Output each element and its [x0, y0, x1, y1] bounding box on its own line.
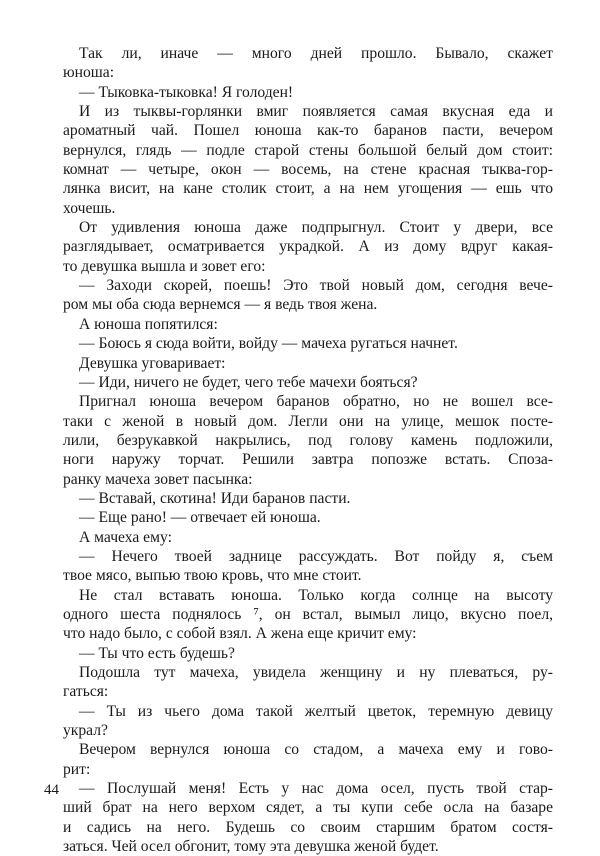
text-line: От удивления юноша даже подпрыгнул. Стоит у двери, все [79, 219, 553, 237]
text-line: то девушка вышла и зовет его: [63, 257, 266, 275]
text-line: — Тыковка-тыковка! Я голоден! [79, 83, 294, 101]
text-line: Так ли, иначе — много дней прошло. Бывало, скажет [79, 45, 553, 62]
text-line: — Вставай, скотина! Иди баранов пасти. [79, 489, 351, 507]
text-line: Девушка уговаривает: [79, 354, 226, 372]
text-line: ром мы оба сюда вернемся — я ведь твоя жена. [63, 296, 378, 314]
text-line: И из тыквы-горлянки вмиг появляется самая вкусная еда и [79, 103, 553, 121]
text-line: — Послушай меня! Есть у нас дома осел, пусть твой стар- [79, 780, 553, 798]
text-line: хочешь. [63, 199, 116, 217]
text-line: рит: [63, 760, 91, 778]
text-line: таки с женой в новый дом. Легли они на улице, мешок посте- [63, 412, 553, 430]
text-line: — Еще рано! — отвечает ей юноша. [79, 509, 321, 527]
text-line: Вечером вернулся юноша со стадом, а мачеха ему и гово- [79, 741, 553, 759]
text-line: твое мясо, выпью твою кровь, что мне стоит. [63, 567, 362, 585]
text-line: ший брат на него верхом сядет, а ты купи себе осла на базаре [63, 799, 553, 817]
text-line: заться. Чей осел обгонит, тому эта девушка женой будет. [63, 838, 439, 856]
text-line: — Заходи скорей, поешь! Это твой новый дом, сегодня вече- [79, 277, 553, 295]
text-line: Не стал вставать юноша. Только когда солнце на высоту [79, 586, 553, 604]
text-line: Подошла тут мачеха, увидела женщину и ну плеваться, ру- [79, 664, 553, 681]
text-line: разглядывает, осматривается украдкой. А из дому вдруг какая- [63, 238, 553, 256]
text-line: что надо было, с собой взял. А жена еще кричит ему: [63, 625, 417, 643]
text-line: и садись на него. Будешь со своим старшим братом состя- [63, 818, 553, 836]
text-line: Пригнал юноша вечером баранов обратно, но не вошел все- [79, 393, 553, 411]
text-line: — Боюсь я сюда войти, войду — мачеха ругаться начнет. [79, 335, 458, 353]
text-line: одного шеста поднялось ⁷, он встал, вымыл лицо, вкусно поел, [63, 605, 553, 623]
text-line: А юноша попятился: [79, 315, 218, 333]
text-line: лянка висит, на кане столик стоит, а на нем угощения — ешь что [63, 180, 553, 198]
text-line: А мачеха ему: [79, 528, 172, 546]
book-page-text [63, 44, 553, 856]
text-line: гаться: [63, 683, 109, 701]
text-line: комнат — четыре, окон — восемь, на стене красная тыква-гор- [63, 161, 553, 179]
text-line: — Ты что есть будешь? [79, 644, 235, 662]
text-line: юноша: [63, 64, 115, 82]
text-line: ноги наружу торчат. Решили завтра попозже встать. Споза- [63, 451, 553, 469]
page-number: 44 [44, 782, 59, 798]
text-line: — Иди, ничего не будет, чего тебе мачехи бояться? [79, 373, 418, 391]
text-line: лили, безрукавкой накрылись, под голову камень подложили, [63, 431, 553, 449]
text-line: вернулся, глядь — подле старой стены большой белый дом стоит: [63, 141, 553, 159]
text-line: украл? [63, 722, 108, 740]
text-line: ароматный чай. Пошел юноша как-то баранов пасти, вечером [63, 122, 553, 140]
text-line: — Нечего твоей заднице рассуждать. Вот пойду я, съем [79, 547, 553, 565]
text-line: — Ты из чьего дома такой желтый цветок, теремную девицу [79, 702, 553, 720]
text-line: ранку мачеха зовет пасынка: [63, 470, 253, 488]
